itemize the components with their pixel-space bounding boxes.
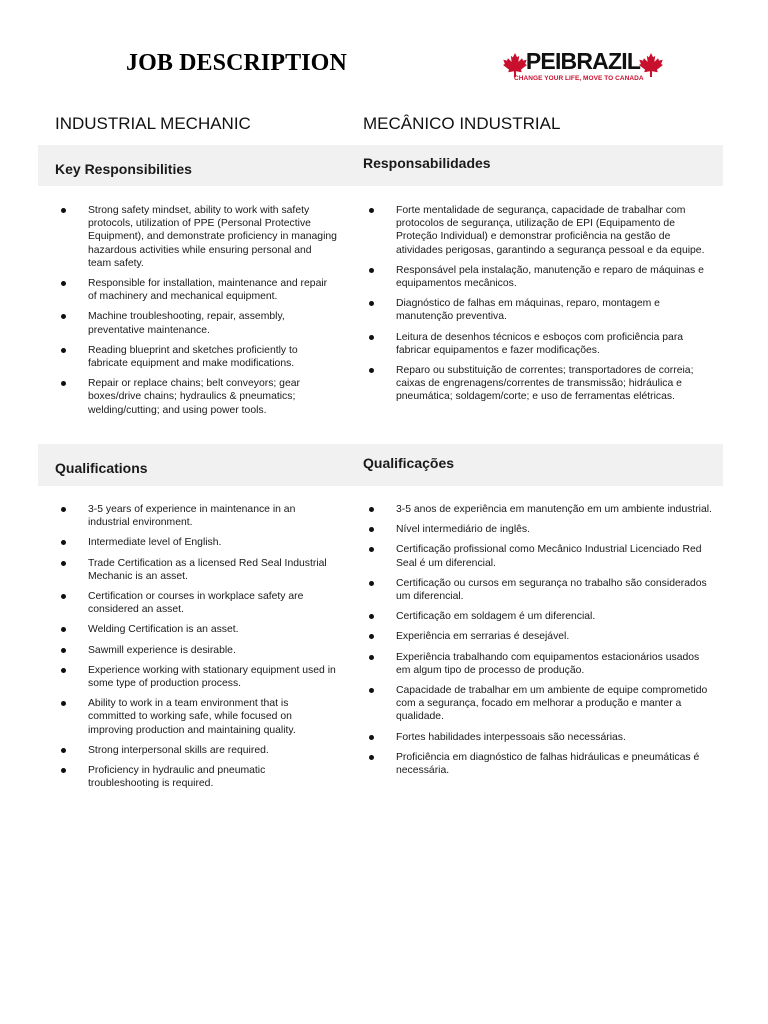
responsibilities-list-en	[61, 204, 337, 424]
list-item: Experience working with stationary equipment used in some type of production process.	[61, 664, 337, 690]
list-item: Certificação ou cursos em segurança no trabalho são considerados um diferencial.	[369, 577, 715, 603]
list-item: Diagnóstico de falhas em máquinas, reparo, montagem e manutenção preventiva.	[369, 297, 715, 323]
list-item: Reading blueprint and sketches proficiently to fabricate equipment and make modifications.	[61, 344, 337, 370]
list-item: Experiência trabalhando com equipamentos estacionários usados em algum tipo de processo de produção.	[369, 651, 715, 677]
list-item: Nível intermediário de inglês.	[369, 523, 715, 536]
list-item: Welding Certification is an asset.	[61, 623, 337, 636]
peibrazil-logo	[502, 48, 666, 88]
list-item: Responsible for installation, maintenance and repair of machinery and mechanical equipment.	[61, 277, 337, 303]
logo-wordmark: PEIBRAZIL	[525, 48, 641, 74]
responsibilities-section-header	[38, 145, 723, 186]
qualifications-list-pt	[369, 503, 715, 784]
list-item: Repair or replace chains; belt conveyors; gear boxes/drive chains; hydraulics & pneumatics; welding/cutting; and using power tools.	[61, 377, 337, 417]
list-item: Reparo ou substituição de correntes; transportadores de correia; caixas de engrenagens/correntes de transmissão; hidráulica e pneumática; soldagem/corte; e uso de ferramentas elétricas.	[369, 364, 715, 404]
qualifications-section-header	[38, 444, 723, 486]
list-item: Certificação profissional como Mecânico Industrial Licenciado Red Seal é um diferencial.	[369, 543, 715, 569]
logo-tagline: CHANGE YOUR LIFE, MOVE TO CANADA	[514, 75, 644, 82]
qualifications-title-en: Qualifications	[55, 460, 148, 476]
list-item: Certification or courses in workplace safety are considered an asset.	[61, 590, 337, 616]
list-item: Proficiência em diagnóstico de falhas hidráulicas e pneumáticas é necessária.	[369, 751, 715, 777]
list-item: 3-5 years of experience in maintenance in an industrial environment.	[61, 503, 337, 529]
list-item: Responsável pela instalação, manutenção e reparo de máquinas e equipamentos mecânicos.	[369, 264, 715, 290]
list-item: Capacidade de trabalhar em um ambiente de equipe comprometido com a segurança, focado em melhorar a produção e manter a qualidade.	[369, 684, 715, 724]
list-item: Certificação em soldagem é um diferencial.	[369, 610, 715, 623]
document-title: JOB DESCRIPTION	[126, 50, 347, 76]
responsibilities-list-pt	[369, 204, 715, 411]
list-item: Forte mentalidade de segurança, capacidade de trabalhar com protocolos de segurança, utilização de EPI (Equipamento de Proteção Individual) e demonstrar proficiência na gestão de atividades perigosas, garantindo a segurança pessoal e da equipe.	[369, 204, 715, 257]
list-item: Leitura de desenhos técnicos e esboços com proficiência para fabricar equipamentos e fazer modificações.	[369, 331, 715, 357]
responsibilities-title-en: Key Responsibilities	[55, 161, 192, 177]
qualifications-list-en	[61, 503, 337, 797]
list-item: Trade Certification as a licensed Red Seal Industrial Mechanic is an asset.	[61, 557, 337, 583]
list-item: Experiência em serrarias é desejável.	[369, 630, 715, 643]
list-item: Intermediate level of English.	[61, 536, 337, 549]
portuguese-job-title: MECÂNICO INDUSTRIAL	[363, 114, 561, 133]
list-item: Fortes habilidades interpessoais são necessárias.	[369, 731, 715, 744]
list-item: Strong interpersonal skills are required.	[61, 744, 337, 757]
list-item: Strong safety mindset, ability to work with safety protocols, utilization of PPE (Personal Protective Equipment), and demonstrate proficiency in managing hazardous activities while ensuring personal and team safety.	[61, 204, 337, 270]
list-item: Sawmill experience is desirable.	[61, 644, 337, 657]
list-item: 3-5 anos de experiência em manutenção em um ambiente industrial.	[369, 503, 715, 516]
qualifications-title-pt: Qualificações	[363, 455, 455, 471]
list-item: Machine troubleshooting, repair, assembly, preventative maintenance.	[61, 310, 337, 336]
list-item: Ability to work in a team environment that is committed to working safe, while focused on improving production and maintaining quality.	[61, 697, 337, 737]
list-item: Proficiency in hydraulic and pneumatic troubleshooting is required.	[61, 764, 337, 790]
english-job-title: INDUSTRIAL MECHANIC	[55, 114, 251, 133]
responsibilities-title-pt: Responsabilidades	[363, 155, 491, 171]
